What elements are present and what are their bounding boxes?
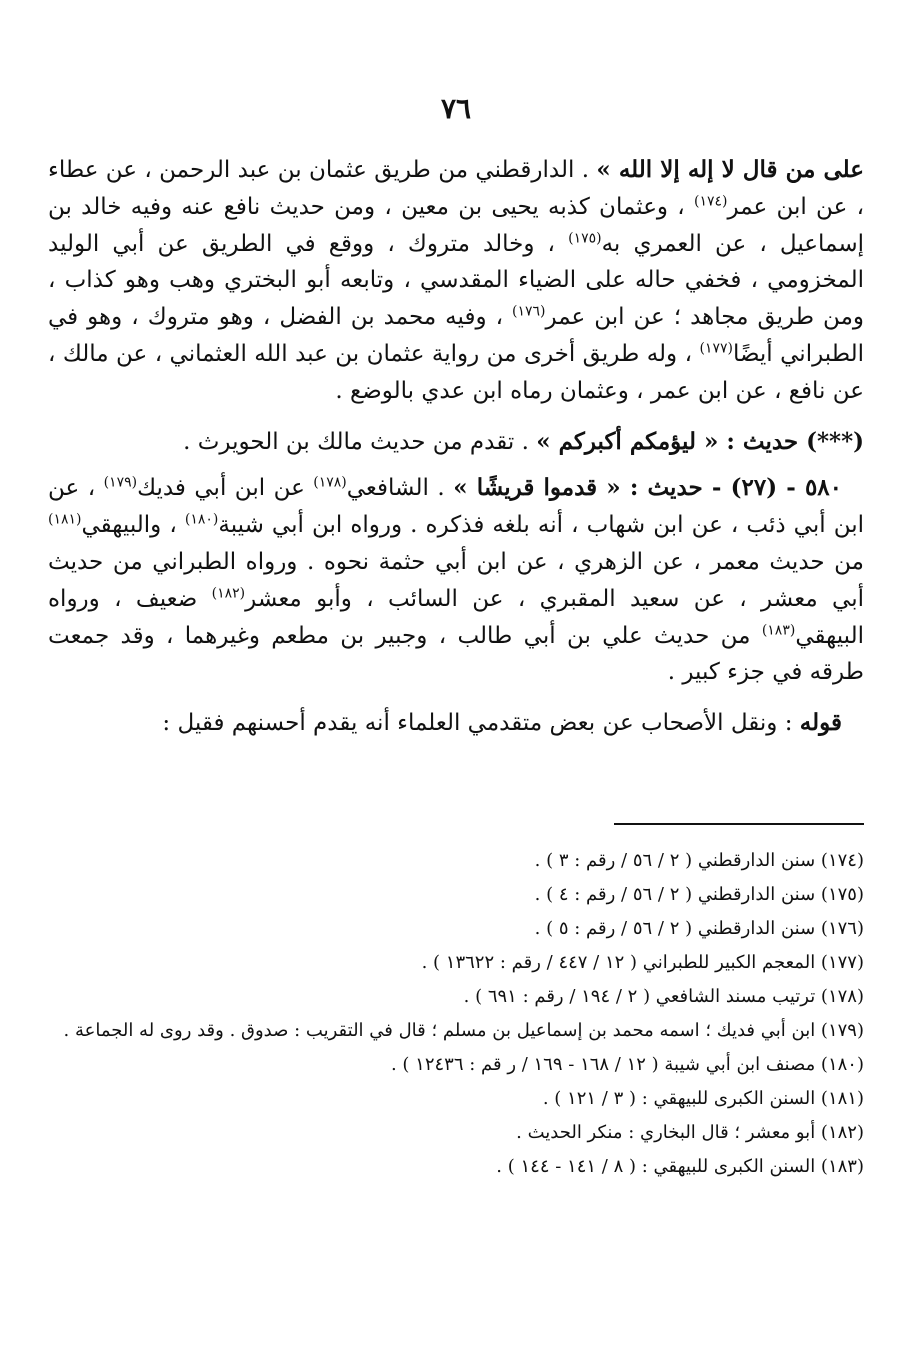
- footnote-ref-174: (١٧٤): [694, 193, 728, 210]
- hadith-heading: ٥٨٠ - (٢٧) - حديث : « قدموا قريشًا »: [453, 474, 843, 502]
- footnote-divider: [614, 823, 864, 825]
- paragraph-text: من حديث علي بن أبي طالب ، وجبير بن مطعم وغيرهما ، وقد جمعت طرقه في جزء كبير .: [48, 622, 864, 686]
- paragraph-hadith-580: [48, 470, 864, 691]
- paragraph-text: ، عن ابن أبي ذئب ، عن ابن شهاب ، أنه بلغه فذكره . ورواه ابن أبي شيبة: [48, 475, 864, 539]
- page-number: ٧٦: [440, 92, 472, 125]
- footnote-ref-175: (١٧٥): [568, 229, 602, 246]
- footnote-ref-177: (١٧٧): [699, 340, 733, 357]
- qawluhu-label: قوله: [799, 709, 842, 737]
- paragraph-hadith-imam: [48, 424, 864, 461]
- paragraph-text: عن ابن أبي فديك: [137, 475, 314, 502]
- footnotes: [48, 844, 864, 1184]
- paragraph-hadith-discussion: [48, 152, 864, 410]
- paragraph-text: ، وعثمان كذبه يحيى بن معين ، ومن حديث نافع عنه وفيه خالد بن إسماعيل ، عن العمري به: [48, 193, 864, 257]
- paragraph-text: من حديث معمر ، عن الزهري ، عن ابن أبي حثمة نحوه . ورواه الطبراني من حديث أبي معشر ، عن سعيد المقبري ، عن السائب ، وأبو معشر: [48, 548, 864, 612]
- hadith-heading: (***) حديث : « ليؤمكم أكبركم »: [536, 427, 864, 455]
- footnote-181: (١٨١) السنن الكبرى للبيهقي : ( ٣ / ١٢١ ) .: [542, 1088, 864, 1109]
- footnote-ref-183: (١٨٣): [761, 621, 796, 638]
- footnote-174: (١٧٤) سنن الدارقطني ( ٢ / ٥٦ / رقم : ٣ ) .: [534, 850, 864, 871]
- footnote-177: (١٧٧) المعجم الكبير للطبراني ( ١٢ / ٤٤٧ / رقم : ١٣٦٢٢ ) .: [421, 952, 864, 973]
- footnote-ref-182: (١٨٢): [211, 585, 246, 602]
- paragraph-text: ، والبيهقي: [81, 512, 185, 539]
- paragraph-text: ، وله طريق أخرى من رواية عثمان بن عبد الله العثماني ، عن مالك ، عن نافع ، عن ابن عمر ، وعثمان رماه ابن عدي بالوضع .: [48, 340, 864, 404]
- paragraph-text: : ونقل الأصحاب عن بعض متقدمي العلماء أنه يقدم أحسنهم فقيل :: [162, 710, 800, 737]
- footnote-183: (١٨٣) السنن الكبرى للبيهقي : ( ٨ / ١٤١ - ١٤٤ ) .: [496, 1156, 864, 1177]
- paragraph-text: . الدارقطني من طريق عثمان بن عبد الرحمن ، عن عطاء ، عن ابن عمر: [48, 157, 864, 220]
- footnote-175: (١٧٥) سنن الدارقطني ( ٢ / ٥٦ / رقم : ٤ ) .: [534, 884, 864, 905]
- footnote-ref-179: (١٧٩): [103, 474, 138, 491]
- footnote-ref-178: (١٧٨): [313, 474, 347, 491]
- footnote-176: (١٧٦) سنن الدارقطني ( ٢ / ٥٦ / رقم : ٥ ) .: [534, 918, 864, 939]
- book-page: [48, 0, 864, 1359]
- paragraph-text: . الشافعي: [346, 475, 454, 502]
- footnote-ref-180: (١٨٠): [184, 511, 219, 528]
- paragraph-text: ضعيف ، ورواه البيهقي: [48, 585, 864, 649]
- paragraph-text: . تقدم من حديث مالك بن الحويرث .: [183, 428, 537, 455]
- paragraph-qawluhu: [48, 705, 864, 742]
- main-text: [48, 152, 864, 756]
- paragraph-text: ، وخالد متروك ، ووقع في الطريق عن أبي الوليد المخزومي ، فخفي حاله على الضياء المقدسي ، وتابعه أبو البختري وهب وهو كذاب ، ومن طريق مجاهد ؛ عن ابن عمر: [48, 230, 864, 331]
- footnote-178: (١٧٨) ترتيب مسند الشافعي ( ٢ / ١٩٤ / رقم : ٦٩١ ) .: [463, 986, 864, 1007]
- paragraph-text: ، وفيه محمد بن الفضل ، وهو متروك ، وهو في الطبراني أيضًا: [48, 304, 864, 367]
- footnote-180: (١٨٠) مصنف ابن أبي شيبة ( ١٢ / ١٦٨ - ١٦٩ / ر قم : ١٢٤٣٦ ) .: [390, 1054, 864, 1075]
- footnote-179: (١٧٩) ابن أبي فديك ؛ اسمه محمد بن إسماعيل بن مسلم ؛ قال في التقريب : صدوق . وقد روى له الجماعة .: [63, 1020, 864, 1041]
- hadith-quote: على من قال لا إله إلا الله »: [596, 156, 864, 183]
- footnote-182: (١٨٢) أبو معشر ؛ قال البخاري : منكر الحديث .: [516, 1122, 864, 1143]
- footnote-ref-176: (١٧٦): [512, 303, 546, 320]
- footnote-ref-181: (١٨١): [48, 511, 82, 528]
